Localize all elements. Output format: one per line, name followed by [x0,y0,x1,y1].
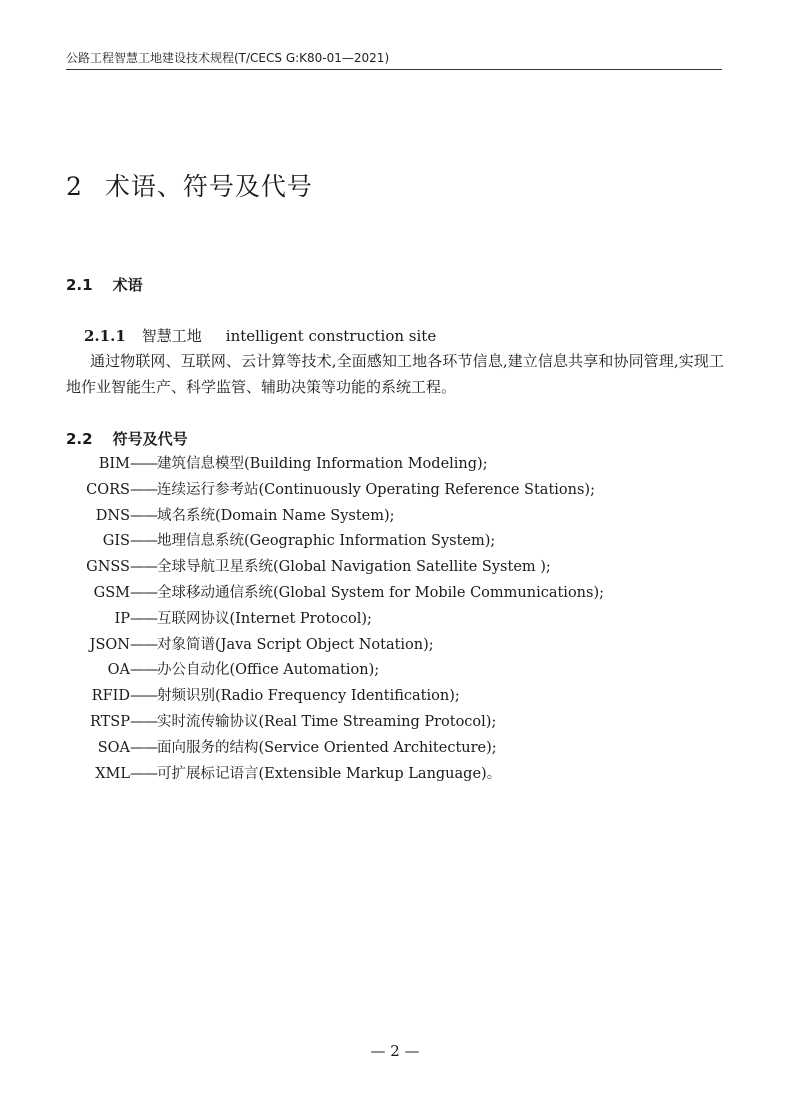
abbreviation-separator: —— [130,739,157,756]
abbreviation-code: GSM [93,585,130,601]
chapter-number: 2 [66,172,83,201]
abbreviation-separator: —— [130,636,157,653]
abbreviation-code: CORS [86,481,130,498]
abbreviation-code: BIM [98,456,130,472]
header-rule [66,69,722,70]
term-definition: 通过物联网、互联网、云计算等技术,全面感知工地各环节信息,建立信息共享和协同管理,实现工地作业智能生产、科学监管、辅助决策等功能的系统工程。 [66,352,724,396]
running-header: 公路工程智慧工地建设技术规程(T/CECS G:K80-01—2021) [66,51,390,65]
abbreviation-separator: —— [130,481,157,498]
abbreviation-expansion: 全球导航卫星系统(Global Navigation Satellite System ); [157,559,551,576]
abbreviation-code: RFID [91,688,130,705]
abbreviation-item [0,607,372,631]
abbreviation-expansion: 域名系统(Domain Name System); [157,507,395,524]
abbreviation-item [0,710,496,734]
abbreviation-separator: —— [130,662,157,679]
term-heading [84,325,436,346]
abbreviation-code: GIS [102,533,130,550]
abbreviation-separator: —— [130,507,157,524]
abbreviation-separator: —— [130,714,157,730]
section-heading-terms [66,274,143,295]
abbreviation-expansion: 互联网协议(Internet Protocol); [157,610,372,627]
abbreviation-item [0,504,395,528]
abbreviation-separator: —— [130,456,157,472]
abbreviation-expansion: 面向服务的结构(Service Oriented Architecture); [157,739,497,756]
abbreviation-code: OA [107,662,130,679]
section-number: 2.1 [66,276,93,294]
abbreviation-separator: —— [130,688,157,705]
section-title: 符号及代号 [112,430,188,448]
abbreviation-expansion: 可扩展标记语言(Extensible Markup Language)。 [157,765,502,782]
section-title: 术语 [112,276,143,294]
abbreviation-expansion: 实时流传输协议(Real Time Streaming Protocol); [157,714,497,730]
abbreviation-code: RTSP [89,714,130,730]
abbreviation-item [0,658,379,682]
section-number: 2.2 [66,430,93,448]
abbreviation-separator: —— [130,533,157,550]
term-number: 2.1.1 [84,327,126,345]
abbreviation-code: GNSS [86,559,130,576]
abbreviation-item [0,452,488,476]
abbreviation-item [0,762,501,786]
abbreviation-code: JSON [89,636,130,653]
term-chinese: 智慧工地 [141,327,202,345]
abbreviation-code: DNS [95,507,130,524]
abbreviation-code: XML [95,765,130,782]
abbreviation-expansion: 对象简谱(Java Script Object Notation); [157,636,434,653]
abbreviation-expansion: 连续运行参考站(Continuously Operating Reference Stations); [157,481,595,498]
chapter-title [66,167,313,203]
abbreviation-item [0,529,495,553]
abbreviation-item [0,581,604,605]
abbreviation-expansion: 地理信息系统(Geographic Information System); [157,533,496,550]
abbreviation-separator: —— [130,610,157,627]
abbreviation-item [0,555,551,579]
abbreviation-expansion: 建筑信息模型(Building Information Modeling); [157,456,488,472]
abbreviation-code: SOA [97,739,130,756]
abbreviation-item [0,736,497,760]
page-number: — 2 — [370,1042,420,1060]
chapter-title-text: 术语、符号及代号 [104,172,313,201]
abbreviation-separator: —— [130,765,157,782]
abbreviation-item [0,684,460,708]
abbreviation-expansion: 全球移动通信系统(Global System for Mobile Communications); [157,585,604,601]
abbreviation-separator: —— [130,559,157,576]
abbreviation-expansion: 射频识别(Radio Frequency Identification); [157,688,460,705]
term-english: intelligent construction site [225,327,437,345]
abbreviation-code: IP [114,610,130,627]
abbreviation-expansion: 办公自动化(Office Automation); [157,662,380,679]
section-heading-symbols [66,428,188,449]
abbreviation-separator: —— [130,585,157,601]
abbreviation-item [0,633,434,657]
abbreviation-item [0,478,595,502]
